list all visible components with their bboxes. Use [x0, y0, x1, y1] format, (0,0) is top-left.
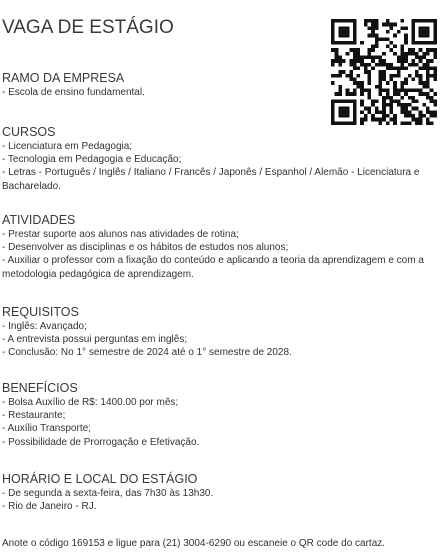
section-line: - Letras - Português / Inglês / Italiano / Francês / Japonês / Espanhol / Alemão - Licenciatura e Bacharelado. — [2, 167, 420, 192]
page-title: VAGA DE ESTÁGIO — [2, 17, 174, 38]
section-heading: RAMO DA EMPRESA — [2, 71, 125, 85]
section-line: - Rio de Janeiro - RJ. — [2, 501, 97, 513]
section-line: - Bolsa Auxílio de R$: 1400.00 por mês; — [2, 397, 179, 408]
section-heading: HORÁRIO E LOCAL DO ESTÁGIO — [2, 472, 198, 486]
section-line: - A entrevista possui perguntas em inglês; — [2, 334, 188, 346]
section-line: - Auxiliar o professor com a fixação do conteúdo e aplicando a teoria da aprendizagem e com a metodologia pedagógica de aprendizagem. — [2, 255, 424, 280]
section-heading: ATIVIDADES — [2, 213, 76, 227]
section-line: - Conclusão: No 1° semestre de 2024 até o 1° semestre de 2028. — [2, 347, 292, 359]
section-atividades — [2, 213, 442, 281]
section-line: - Escola de ensino fundamental. — [2, 87, 145, 98]
section-heading: BENEFÍCIOS — [2, 381, 78, 395]
section-line: - Desenvolver as disciplinas e os hábitos de estudos nos alunos; — [2, 242, 289, 254]
section-heading: REQUISITOS — [2, 305, 79, 319]
section-line: - Prestar suporte aos alunos nas atividades de rotina; — [2, 229, 239, 240]
section-ramo — [2, 71, 442, 99]
section-line: - De segunda a sexta-feira, das 7h30 às 13h30. — [2, 488, 214, 499]
section-line: - Inglês: Avançado; — [2, 321, 87, 332]
section-horario — [2, 472, 442, 513]
section-line: - Possibilidade de Prorrogação e Efetivação. — [2, 436, 200, 448]
section-heading: CURSOS — [2, 125, 56, 139]
section-requisitos — [2, 305, 442, 360]
section-line: - Auxílio Transporte; — [2, 423, 91, 435]
section-beneficios — [2, 381, 442, 449]
section-line: - Restaurante; — [2, 410, 66, 422]
footer-note: Anote o código 169153 e ligue para (21) 3004-6290 ou escaneie o QR code do cartaz. — [2, 538, 386, 549]
section-line: - Tecnologia em Pedagogia e Educação; — [2, 154, 182, 166]
section-line: - Licenciatura em Pedagogia; — [2, 141, 133, 152]
section-cursos — [2, 125, 442, 193]
